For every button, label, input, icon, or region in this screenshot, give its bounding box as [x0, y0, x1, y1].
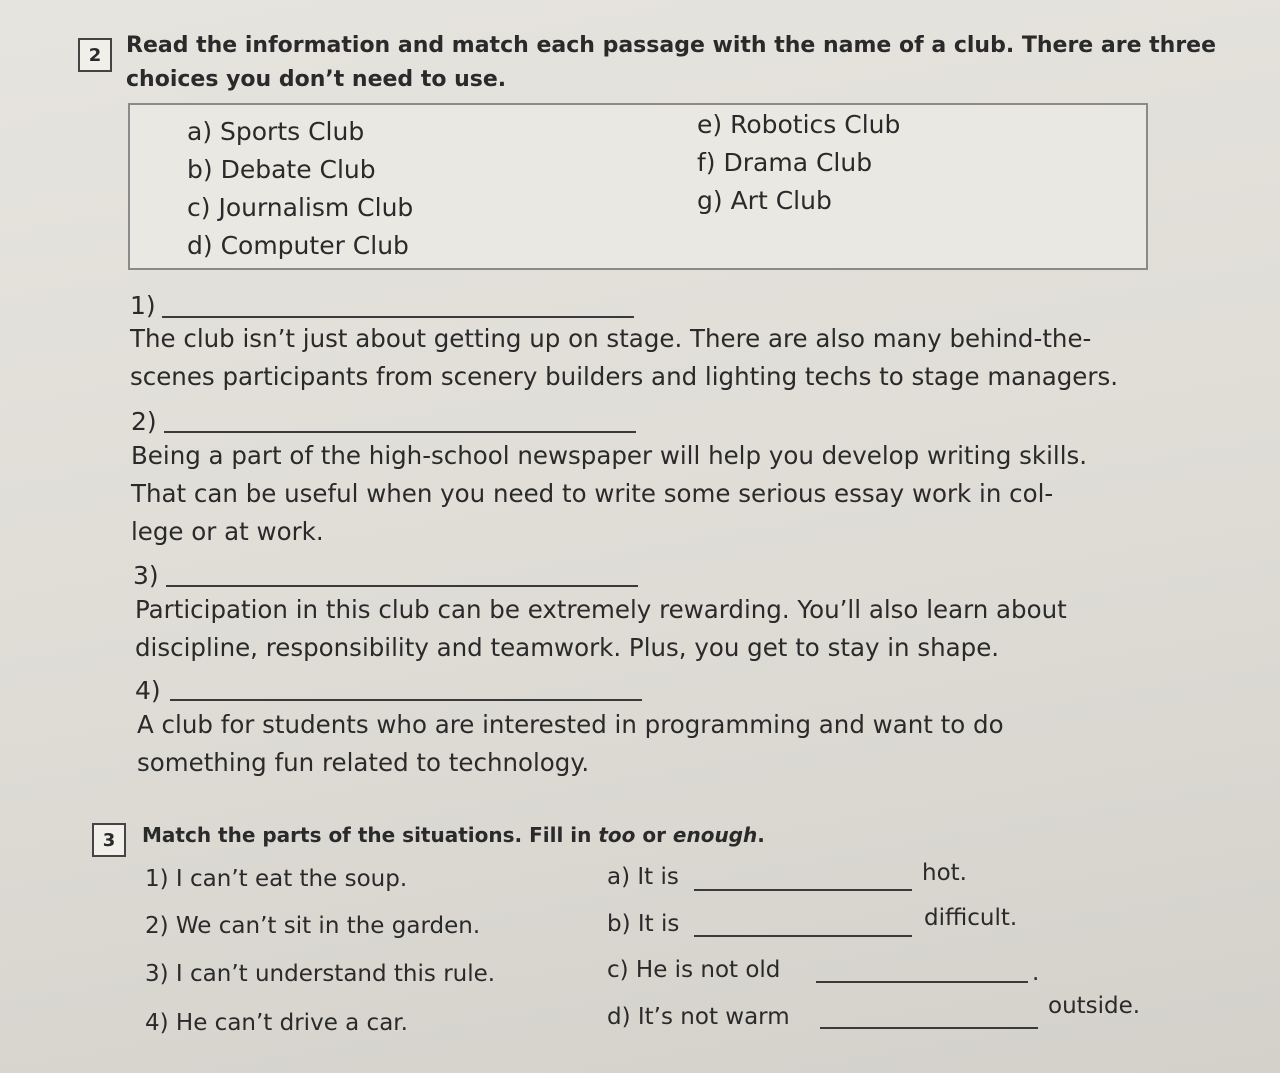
- passage-4-line-1: A club for students who are interested in programming and want to do: [137, 710, 1004, 739]
- passage-2-line-2: That can be useful when you need to write some serious essay work in col-: [131, 479, 1054, 508]
- option-f: f) Drama Club: [697, 148, 873, 177]
- passage-3-answer-blank[interactable]: [166, 585, 638, 587]
- passage-2-number: 2): [131, 407, 157, 436]
- passage-1-number: 1): [130, 291, 156, 320]
- completion-b-end: difficult.: [924, 905, 1018, 931]
- passage-1-line-2: scenes participants from scenery builders and lighting techs to stage managers.: [130, 362, 1118, 391]
- passage-3-line-1: Participation in this club can be extremely rewarding. You’ll also learn about: [135, 595, 1067, 624]
- exercise-3-number: 3: [92, 823, 126, 857]
- keyword-too: too: [598, 823, 636, 847]
- passage-3-number: 3): [133, 561, 159, 590]
- passage-2-answer-blank[interactable]: [164, 431, 636, 433]
- completion-a-blank[interactable]: [694, 889, 912, 891]
- exercise-3-instruction-end: .: [757, 823, 765, 847]
- exercise-3-instruction-or: or: [635, 823, 673, 847]
- passage-2-text: [131, 437, 1161, 551]
- situation-4: 4) He can’t drive a car.: [145, 1010, 408, 1036]
- completion-b-blank[interactable]: [694, 935, 912, 937]
- passage-4-answer-blank[interactable]: [170, 699, 642, 701]
- passage-4-text: [137, 706, 1167, 782]
- completion-d-blank[interactable]: [820, 1027, 1038, 1029]
- passage-4-line-2: something fun related to technology.: [137, 748, 590, 777]
- option-c: c) Journalism Club: [187, 193, 414, 222]
- passage-3-line-2: discipline, responsibility and teamwork. Plus, you get to stay in shape.: [135, 633, 1000, 662]
- option-a: a) Sports Club: [187, 117, 365, 146]
- completion-b-start: b) It is: [607, 911, 680, 937]
- passage-2-line-1: Being a part of the high-school newspaper will help you develop writing skills.: [131, 441, 1088, 470]
- option-b: b) Debate Club: [187, 155, 376, 184]
- passage-1-answer-blank[interactable]: [162, 316, 634, 318]
- passage-1-line-1: The club isn’t just about getting up on stage. There are also many behind-the-: [130, 324, 1092, 353]
- keyword-enough: enough: [672, 823, 758, 847]
- situation-1: 1) I can’t eat the soup.: [145, 866, 408, 892]
- exercise-3-instruction-prefix: Match the parts of the situations. Fill in: [142, 823, 599, 847]
- option-d: d) Computer Club: [187, 231, 409, 260]
- option-e: e) Robotics Club: [697, 110, 901, 139]
- completion-c-blank[interactable]: [816, 981, 1028, 983]
- exercise-2-instruction-line2: choices you don’t need to use.: [126, 67, 507, 92]
- completion-d-start: d) It’s not warm: [607, 1004, 790, 1030]
- exercise-2-number: 2: [78, 38, 112, 72]
- exercise-2-instruction-line1: Read the information and match each passage with the name of a club. There are three: [126, 33, 1217, 58]
- completion-c-start: c) He is not old: [607, 957, 781, 983]
- exercise-3-instruction: [142, 817, 765, 853]
- option-g: g) Art Club: [697, 186, 832, 215]
- completion-a-start: a) It is: [607, 864, 679, 890]
- passage-1-text: [130, 320, 1160, 396]
- passage-3-text: [135, 591, 1165, 667]
- completion-d-end: outside.: [1048, 993, 1141, 1019]
- completion-a-end: hot.: [922, 860, 967, 886]
- passage-4-number: 4): [135, 676, 161, 705]
- completion-c-end: .: [1032, 960, 1040, 986]
- situation-3: 3) I can’t understand this rule.: [145, 961, 496, 987]
- passage-2-line-3: lege or at work.: [131, 517, 324, 546]
- situation-2: 2) We can’t sit in the garden.: [145, 913, 481, 939]
